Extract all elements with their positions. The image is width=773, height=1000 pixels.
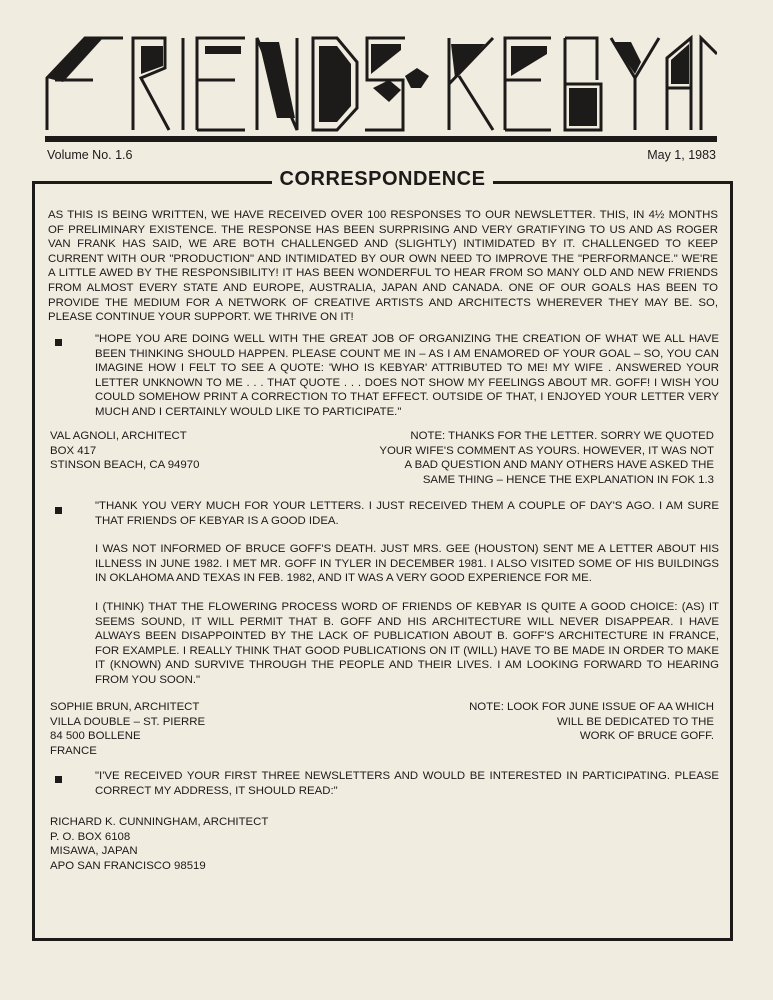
sender-cunningham: RICHARD K. CUNNINGHAM, ARCHITECT P. O. BOX 6108 MISAWA, JAPAN APO SAN FRANCISCO 98519: [50, 816, 269, 872]
letter-cunningham-quote: "I'VE RECEIVED YOUR FIRST THREE NEWSLETTERS AND WOULD BE INTERESTED IN PARTICIPATING. PLEASE CORRECT MY ADDRESS, IT SHOULD READ:": [95, 770, 719, 797]
section-title: CORRESPONDENCE: [272, 168, 494, 191]
letter-brun-p3: I (THINK) THAT THE FLOWERING PROCESS WORD OF FRIENDS OF KEBYAR IS QUITE A GOOD CHOICE: (AS) IT SEEMS SOUND, IT WILL PERMIT THAT B. GOFF AND HIS ARCHITECTURE WILL NEVER DISAPPEAR. I HAVE ALWAYS BEEN DISAPPOINTED BY THE LACK OF PUBLICATION ABOUT B. GOFF'S ARCHITECTURE IN FRANCE, FOR EXAMPLE. I REALLY THINK THAT GOOD PUBLICATIONS ON IT (WILL) HAVE TO BE MADE IN ORDER TO MAKE IT (KNOWN) AND SURVIVE THROUGH THE PEOPLE AND THEIR LIVES. I AM LOOKING FORWARD TO HEARING FROM YOU SOON.": [95, 601, 719, 686]
bullet-icon: [55, 339, 62, 346]
issue-date: May 1, 1983: [647, 148, 716, 162]
letter-agnoli-quote: "HOPE YOU ARE DOING WELL WITH THE GREAT JOB OF ORGANIZING THE CREATION OF WHAT WE ALL HAVE BEEN THINKING SHOULD HAPPEN. PLEASE COUNT ME IN – AS I AM ENAMORED OF YOUR GOAL – SO, YOU CAN IMAGINE HOW I FELT TO SEE A QUOTE: 'WHO IS KEBYAR' ATTRIBUTED TO ME! MY WIFE . ANSWERED YOUR LETTER UNKNOWN TO ME . . . THAT QUOTE . . . DOES NOT SHOW MY FEELINGS ABOUT MR. GOFF! I WISH YOU COULD SOMEHOW PRINT A CORRECTION TO THAT EFFECT. OUTSIDE OF THAT, I ENJOYED YOUR LETTER VERY MUCH AND I CERTAINLY WOULD LIKE TO PARTICIPATE.": [95, 333, 719, 418]
letter-brun-p1: "THANK YOU VERY MUCH FOR YOUR LETTERS. I JUST RECEIVED THEM A COUPLE OF DAY'S AGO. I AM SURE THAT FRIENDS OF KEBYAR IS A GOOD IDEA.: [95, 500, 719, 527]
masthead-logo: [45, 18, 717, 136]
section-title-wrap: [35, 168, 730, 191]
bullet-icon: [55, 776, 62, 783]
volume-number: Volume No. 1.6: [47, 148, 133, 162]
letter-brun-p2: I WAS NOT INFORMED OF BRUCE GOFF'S DEATH. JUST MRS. GEE (HOUSTON) SENT ME A LETTER ABOUT HIS ILLNESS IN JUNE 1982. I MET MR. GOFF IN TYLER IN DECEMBER 1981. I ALSO VISITED SOME OF HIS BUILDINGS IN OKLAHOMA AND TEXAS IN FEB. 1982, AND IT WAS A VERY GOOD EXPERIENCE FOR ME.: [95, 543, 719, 585]
editor-note-brun: NOTE: LOOK FOR JUNE ISSUE OF AA WHICH WILL BE DEDICATED TO THE WORK OF BRUCE GOFF.: [469, 701, 714, 743]
masthead-rule: [45, 136, 717, 142]
bullet-icon: [55, 507, 62, 514]
editor-note-agnoli: NOTE: THANKS FOR THE LETTER. SORRY WE QUOTED YOUR WIFE'S COMMENT AS YOURS. HOWEVER, IT WAS NOT A BAD QUESTION AND MANY OTHERS HAVE ASKED THE SAME THING – HENCE THE EXPLANATION IN FOK 1.3: [379, 430, 714, 486]
sender-agnoli: VAL AGNOLI, ARCHITECT BOX 417 STINSON BEACH, CA 94970: [50, 430, 200, 472]
sender-brun: SOPHIE BRUN, ARCHITECT VILLA DOUBLE – ST. PIERRE 84 500 BOLLENE FRANCE: [50, 701, 206, 757]
intro-paragraph: AS THIS IS BEING WRITTEN, WE HAVE RECEIVED OVER 100 RESPONSES TO OUR NEWSLETTER. THIS, IN 4½ MONTHS OF PRELIMINARY EXISTENCE. THE RESPONSE HAS BEEN SURPRISING AND VERY GRATIFYING TO US AND AS ROGER VAN FRANK HAS SAID, WE ARE BOTH CHALLENGED AND (SLIGHTLY) INTIMIDATED BY IT. CHALLENGED TO KEEP CURRENT WITH OUR "PRODUCTION" AND INTIMIDATED BY OUR OWN NEED TO IMPROVE THE "PERFORMANCE." WE'RE A LITTLE AWED BY THE RESPONSIBILITY! IT HAS BEEN WONDERFUL TO HEAR FROM SO MANY OLD AND NEW FRIENDS FROM ALMOST EVERY STATE AND EUROPE, AUSTRALIA, JAPAN AND CANADA. ONE OF OUR GOALS HAS BEEN TO PROVIDE THE MEDIUM FOR A NETWORK OF CREATIVE ARTISTS AND ARCHITECTS WHEREVER THEY MAY BE. SO, PLEASE CONTINUE YOUR SUPPORT. WE THRIVE ON IT!: [48, 209, 718, 324]
correspondence-frame: [32, 168, 733, 941]
